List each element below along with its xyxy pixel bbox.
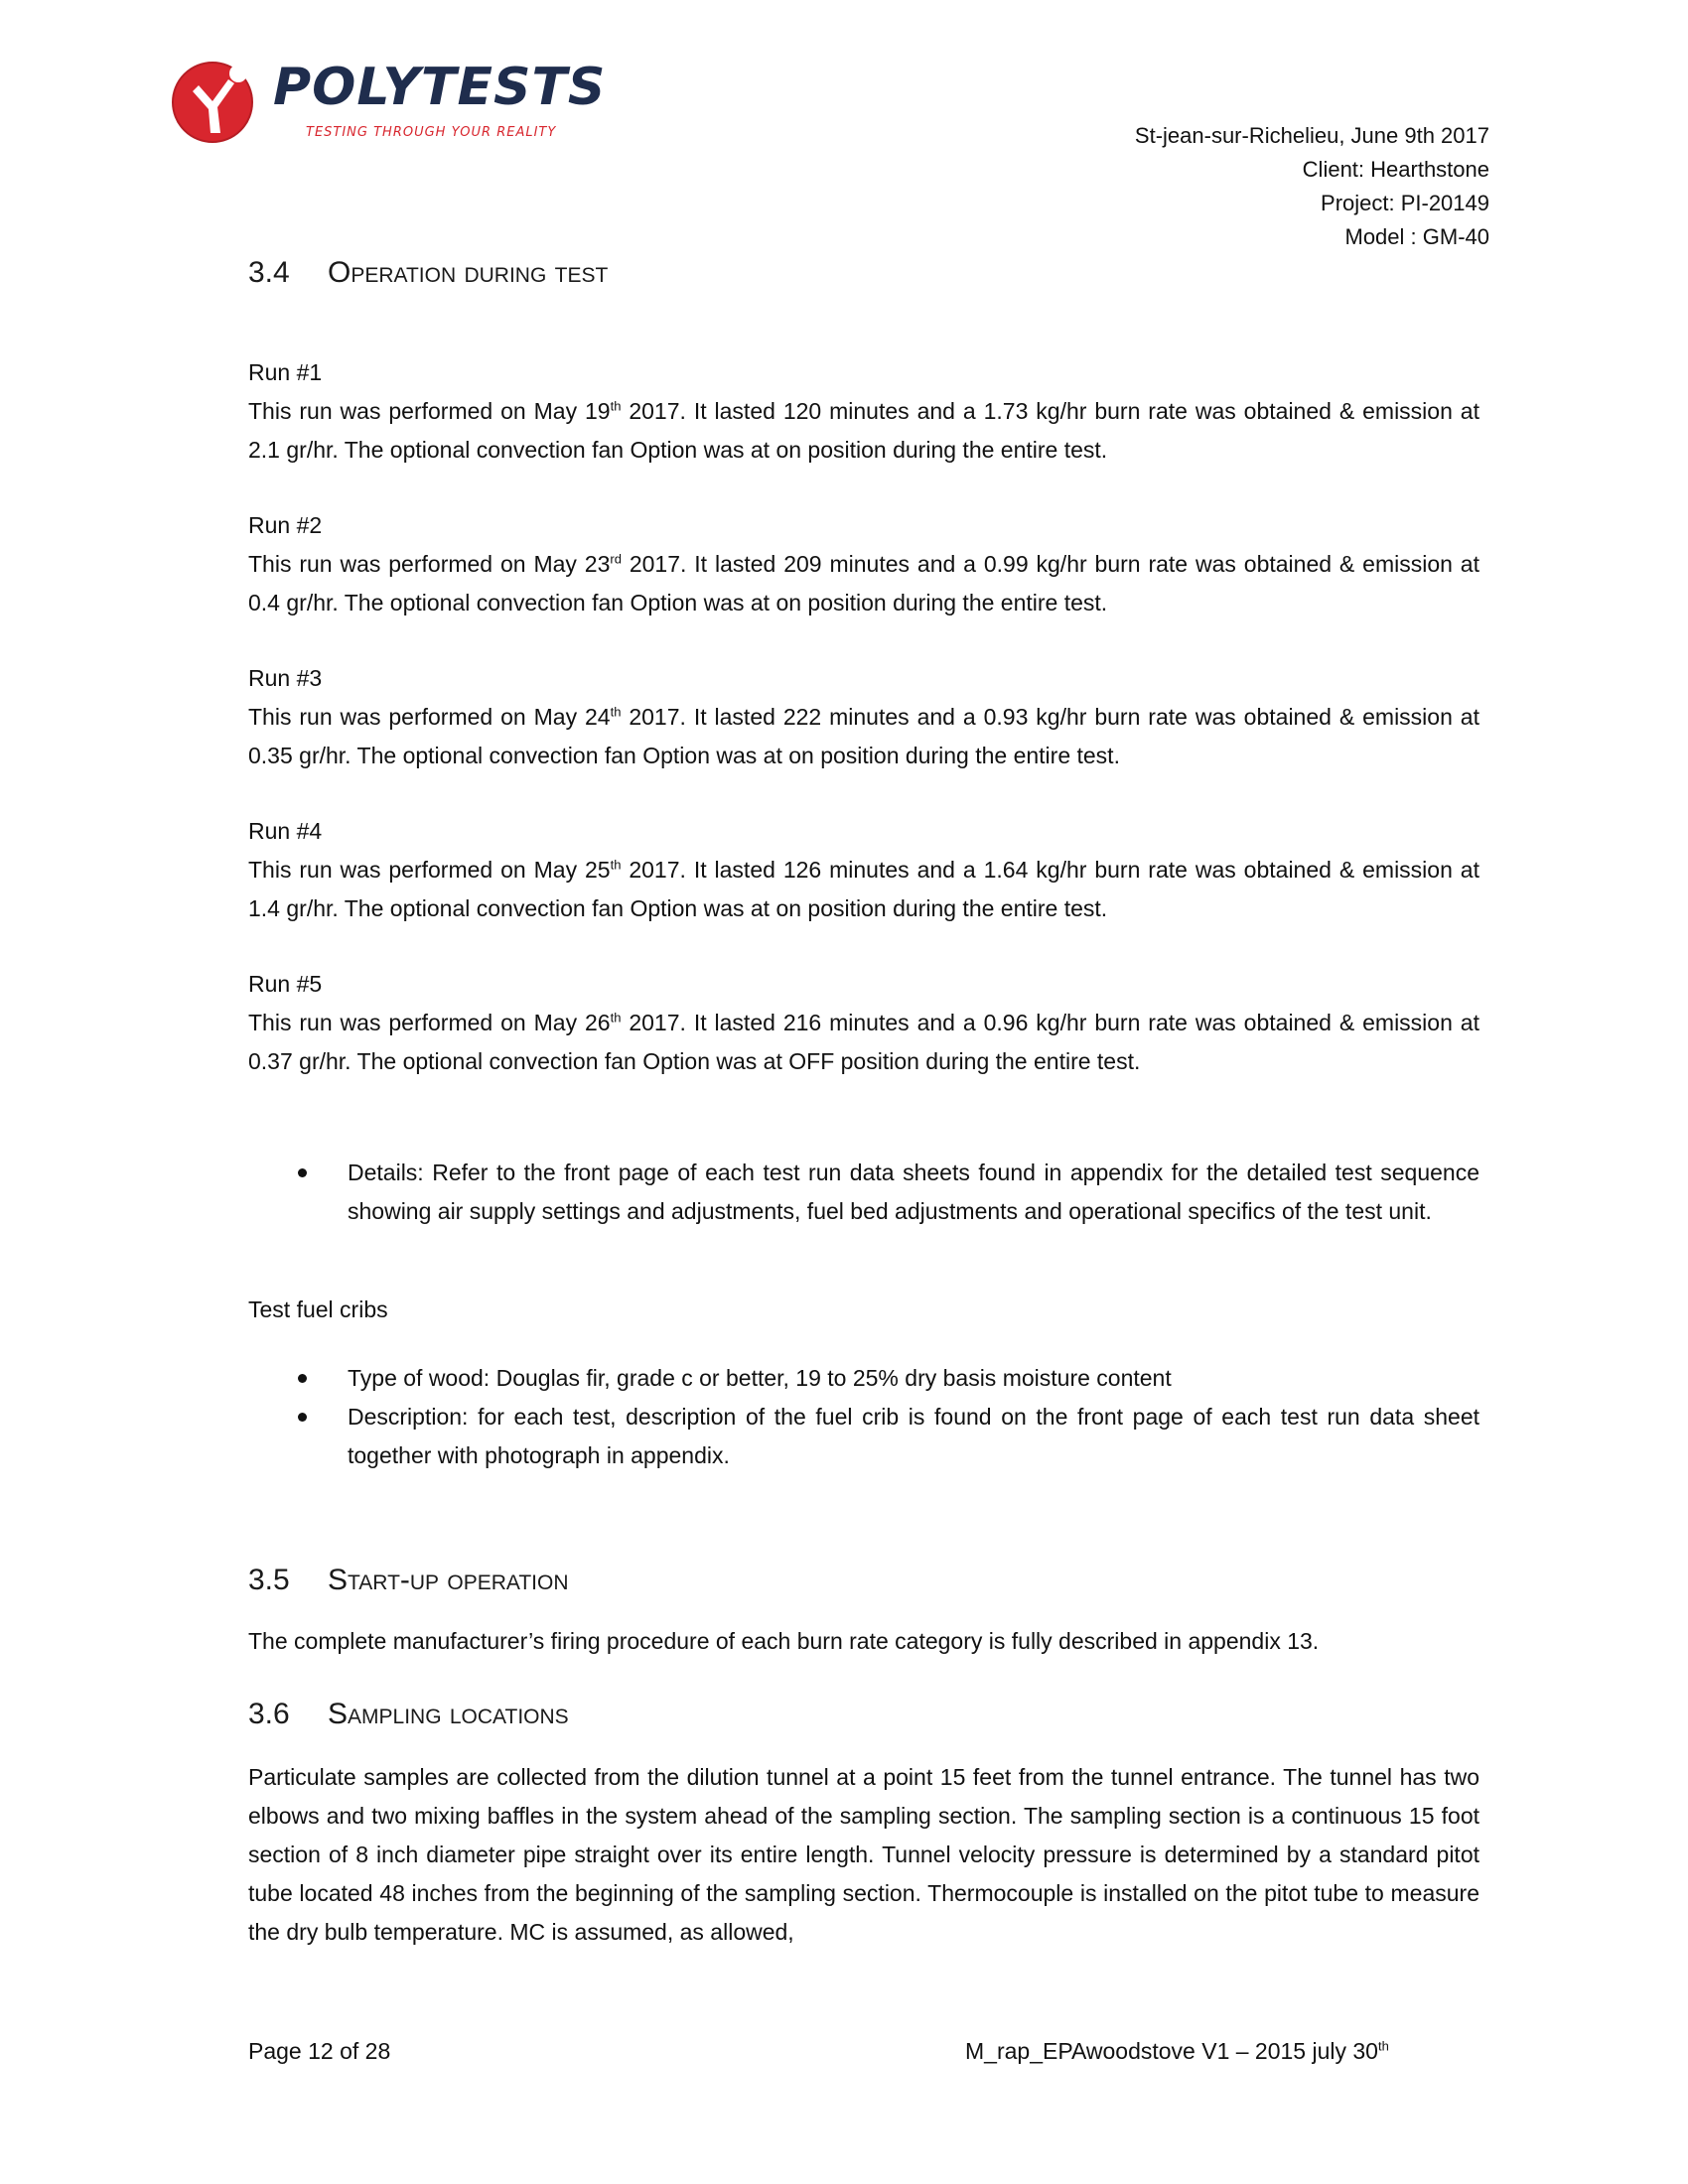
section-3-6-body (248, 1758, 1479, 1952)
fuel-bullet: Type of wood: Douglas fir, grade c or better, 19 to 25% dry basis moisture content (248, 1359, 1479, 1398)
section-title: Start-up operation (328, 1564, 569, 1596)
document-header-info (894, 119, 1489, 254)
section-3-4-heading (248, 256, 608, 290)
fuel-cribs-title: Test fuel cribs (248, 1297, 388, 1322)
model-line: Model : GM-40 (1344, 224, 1489, 249)
logo-wordmark: POLYTESTS (273, 58, 607, 117)
section-number: 3.6 (248, 1698, 290, 1730)
runs-block (248, 353, 1479, 1081)
logo-figure-icon (169, 58, 263, 147)
section-title: Sampling locations (328, 1698, 569, 1730)
details-bullet: Details: Refer to the front page of each test run data sheets found in appendix for the detailed test sequence showing air supply settings and adjustments, fuel bed adjustments and operational specifics of the test unit. (248, 1154, 1479, 1231)
startup-text: The complete manufacturer’s firing procedure of each burn rate category is fully described in appendix 13. (248, 1628, 1320, 1654)
run-text: This run was performed on May 24th 2017. It lasted 222 minutes and a 0.93 kg/hr burn rate was obtained & emission at 0.35 gr/hr. The optional convection fan Option was at on position during the entire test. (248, 704, 1479, 768)
client-line: Client: Hearthstone (1302, 157, 1489, 182)
run-title: Run #2 (248, 512, 323, 538)
section-number: 3.4 (248, 256, 290, 289)
details-list (248, 1154, 1479, 1231)
run-1 (248, 353, 1479, 506)
logo-tagline: TESTING THROUGH YOUR REALITY (306, 125, 557, 140)
run-text: This run was performed on May 19th 2017. It lasted 120 minutes and a 1.73 kg/hr burn rate was obtained & emission at 2.1 gr/hr. The optional convection fan Option was at on position during the entire test. (248, 398, 1479, 463)
run-title: Run #3 (248, 665, 323, 691)
run-title: Run #1 (248, 359, 323, 385)
section-title: Operation during test (328, 256, 609, 289)
details-block (248, 1154, 1479, 1231)
sampling-text: Particulate samples are collected from the dilution tunnel at a point 15 feet from the tunnel entrance. The tunnel has two elbows and two mixing baffles in the system ahead of the sampling section. The sampling section is a continuous 15 foot section of 8 inch diameter pipe straight over its entire length. Tunnel velocity pressure is determined by a standard pitot tube located 48 inches from the beginning of the sampling section. Thermocouple is installed on the pitot tube to measure the dry bulb temperature. MC is assumed, as allowed, (248, 1764, 1479, 1945)
page-number: Page 12 of 28 (248, 2038, 391, 2064)
run-text: This run was performed on May 23rd 2017. It lasted 209 minutes and a 0.99 kg/hr burn rate was obtained & emission at 0.4 gr/hr. The optional convection fan Option was at on position during the entire test. (248, 551, 1479, 615)
place-date: St-jean-sur-Richelieu, June 9th 2017 (1134, 123, 1489, 148)
run-title: Run #4 (248, 818, 323, 844)
run-3 (248, 659, 1479, 812)
section-3-5-body (248, 1622, 1479, 1661)
run-text: This run was performed on May 25th 2017. It lasted 126 minutes and a 1.64 kg/hr burn rate was obtained & emission at 1.4 gr/hr. The optional convection fan Option was at on position during the entire test. (248, 857, 1479, 921)
fuel-bullets-block (248, 1359, 1479, 1475)
fuel-title-block (248, 1291, 1479, 1329)
document-reference: M_rap_EPAwoodstove V1 – 2015 july 30th (965, 2038, 1389, 2064)
fuel-bullet: Description: for each test, description of the fuel crib is found on the front page of each test run data sheet together with photograph in appendix. (248, 1398, 1479, 1475)
fuel-bullet-list (248, 1359, 1479, 1475)
run-2 (248, 506, 1479, 659)
section-3-5-heading (248, 1564, 569, 1597)
run-title: Run #5 (248, 971, 323, 997)
section-3-6-heading (248, 1698, 569, 1731)
run-4 (248, 812, 1479, 965)
run-text: This run was performed on May 26th 2017. It lasted 216 minutes and a 0.96 kg/hr burn rate was obtained & emission at 0.37 gr/hr. The optional convection fan Option was at OFF position during the entire test. (248, 1010, 1479, 1074)
polytests-logo (169, 58, 626, 147)
section-number: 3.5 (248, 1564, 290, 1596)
project-line: Project: PI-20149 (1321, 191, 1489, 215)
run-5 (248, 965, 1479, 1081)
